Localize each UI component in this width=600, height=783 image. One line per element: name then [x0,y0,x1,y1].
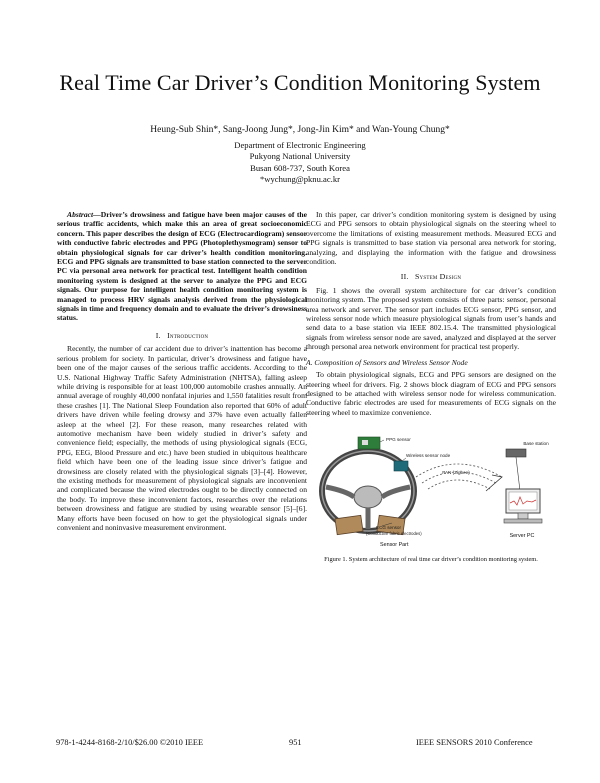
section-heading-system-design [306,272,556,281]
ecg-sensor-label: ECG sensor [376,525,402,531]
affiliation-city: Busan 608-737, South Korea [250,162,350,173]
subsection-a-paragraph: To obtain physiological signals, ECG and PPG sensors are designed on the steering wheel for drivers. Fig. 2 shows block diagram of ECG and PPG sensors designed to be attached with wireless sensor node for wireless communication. Conductive fabric electrodes are used for measurements of ECG signals on the steering wheel to maximize convenience. [306,370,556,417]
ppg-sensor-board [358,437,380,449]
affiliation [0,140,600,185]
system-architecture-diagram [306,431,556,551]
figure-caption: Figure 1. System architecture of real time car driver’s condition monitoring system. [324,555,538,563]
section-number: I. [155,330,161,340]
paper-title: Real Time Car Driver’s Condition Monitoring System [59,70,541,95]
affiliation-email[interactable]: *wychung@pknu.ac.kr [260,173,340,184]
section-title: Introduction [167,330,209,340]
section-title: System Design [415,272,462,282]
abstract-text: Driver’s drowsiness and fatigue have been major causes of the serious traffic accidents, which make this an area of great socioeconomic concern. This paper describes the design of ECG (Electrocardiogram) sensor with conductive fabric electrodes and PPG (Photoplethysmogram) sensor to obtain physiological signals for car driver’s health condition monitoring. ECG and PPG signals are transmitted to base station connected to the server PC via personal area network for practical test. Intelligent health condition monitoring system is designed at the server to analyze the PPG and ECG signals. Our purpose for intelligent health condition monitoring system is managed to process HRV signals analysis derived from the physiological signals in time and frequency domain and to evaluate the driver’s drowsiness status. [57,210,307,323]
server-pc-image [504,489,542,523]
footer-isbn: 978-1-4244-8168-2/10/$26.00 ©2010 IEEE [56,738,204,747]
intro-paragraph-2: In this paper, car driver’s condition monitoring system is designed by using ECG and PPG sensors to obtain physiological signals on the steering wheel to overcome the limitations of existing measurement methods. Measured ECG and PPG signals is transmitted to base station via personal area network for storing, analyzing, and displaying the information with the fatigue and drowsiness condition. [306,210,556,267]
system-design-paragraph: Fig. 1 shows the overall system architecture for car driver’s condition monitoring system. The proposed system consists of three parts: sensor, personal area network and server. The sensor part includes ECG sensor, PPG sensor, and wireless sensor node which measure physiological signals from user’s hands and send data to a base station via IEEE 802.15.4. The transmitted physiological signals from wireless sensor node are saved, analyzed and displayed at the server through personal area network environment for practical test properly. [306,285,556,352]
ppg-sensor-label: PPG sensor [386,437,411,443]
section-number: II. [400,272,409,282]
zigbee-label: PAN (Zigbee) [442,470,470,476]
footer-page-number: 951 [289,738,302,747]
sensor-part-label: Sensor Part [380,542,409,549]
affiliation-university: Pukyong National University [249,151,351,162]
sensor-node-board [394,461,408,471]
server-pc-label: Server PC [509,533,535,540]
footer-conference: IEEE SENSORS 2010 Conference [416,738,533,747]
right-column [306,210,556,563]
abstract [57,210,307,323]
figure-1 [306,431,556,563]
left-column [57,210,307,532]
intro-paragraph: Recently, the number of car accident due to driver’s inattention has become a serious problem for society. In particular, driver’s drowsiness and fatigue have been one of the major causes of the serious traffic accidents. According to the U.S. National Highway Traffic Safety Administration (NHTSA), falling asleep while driving is responsible for at least 100,000 automobile crashes annually. An annual average of roughly 40,000 nonfatal injuries and 1,550 fatalities result from these crashes [1]. The National Sleep Foundation also reported that 60% of adult drivers have driven while feeling drowsy and 37% have even actually fallen asleep at the wheel [2]. For these reason, many researches related with automotive mechanism have been widely studied in driver’s safety and convenience field; especially, the methods of using physiological signals (ECG, PPG, EEG, Blood Pressure and etc.) have been studied in ubiquitous healthcare field which have been one of the leading issue since driver’s fatigue and drowsiness are closely related with the physiological signals [3]–[4]. However, the existing methods for measurement of physiological signals are inconvenient and complicated because the wired electrodes ought to be directly connected on the body. To improve these inconvenient factors, researches over the relations between drowsiness and fatigue are studied by using wearable sensor [5]–[6]. Many efforts have been focused on how to get the physiological signals under convenient and noninvasive measurement environment. [57,344,307,532]
wireless-node-label: Wireless sensor node [406,453,451,459]
base-station-label: Base station [523,441,549,447]
base-station-image [506,449,526,491]
subsection-heading-a: A. Composition of Sensors and Wireless Sensor Node [306,357,468,367]
section-heading-introduction [57,331,307,340]
abstract-label: Abstract— [67,210,101,219]
fabric-electrodes-label: (Conductive fabric electrodes) [366,531,422,537]
wireless-signal-icon [416,464,502,491]
author-list: Heung-Sub Shin*, Sang-Joong Jung*, Jong-Jin Kim* and Wan-Young Chung* [150,125,450,135]
affiliation-department: Department of Electronic Engineering [234,140,366,150]
